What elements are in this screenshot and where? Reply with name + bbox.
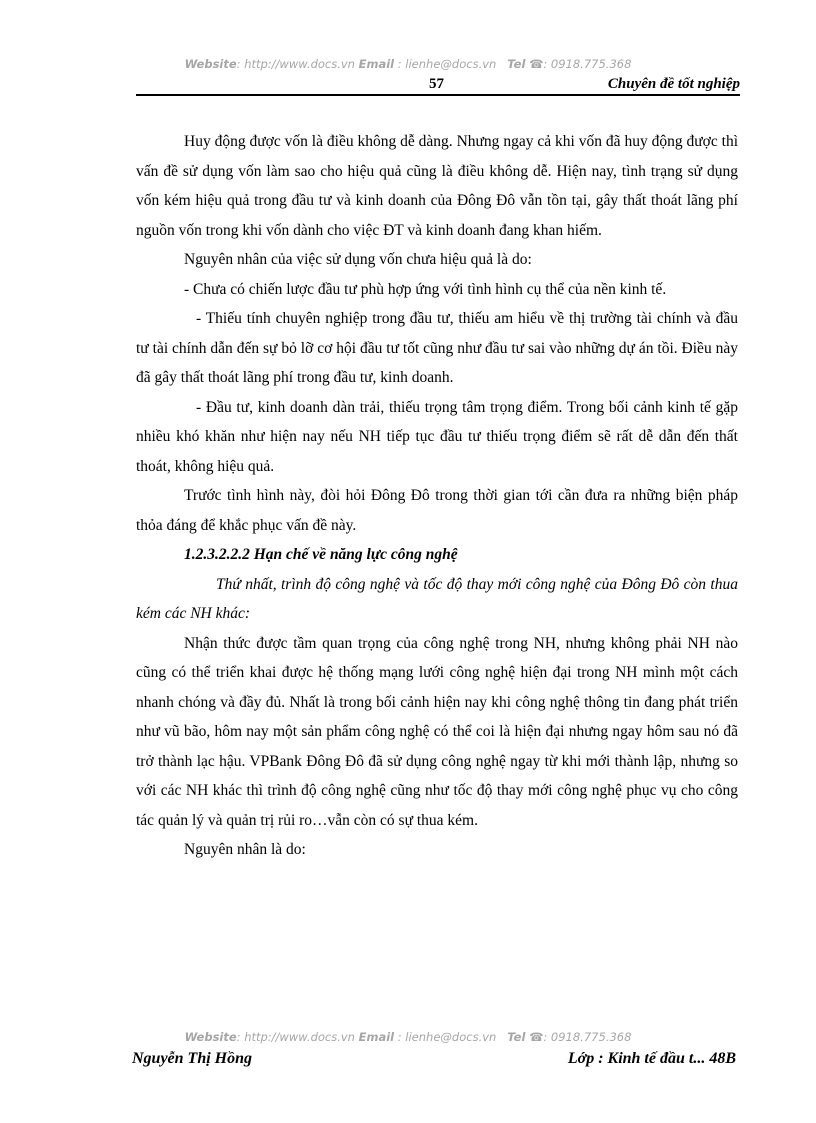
section-heading: 1.2.3.2.2.2 Hạn chế về năng lực công nghệ [184,546,458,563]
website-url[interactable]: : http://www.docs.vn [236,1030,355,1044]
paragraph-8: Nhận thức được tầm quan trọng của công nghệ trong NH, nhưng không phải NH nào cũng có thể triển khai được hệ thống mạng lưới công nghệ hiện đại trong NH mình một cách nhanh chóng và đầy đủ. Nhất là trong bối cảnh hiện nay khi công nghệ thông tin đang phát triển như vũ bão, hôm nay một sản phẩm công nghệ có thể coi là hiện đại nhưng ngay hôm sau nó đã trở thành lạc hậu. VPBank Đông Đô đã sử dụng công nghệ ngay từ khi mới thành lập, nhưng so với các NH khác thì trình độ công nghệ cũng như tốc độ thay mới công nghệ phục vụ cho công tác quản lý và quản trị rủi ro…vẫn còn có sự thua kém. [136,634,738,829]
website-label: Website [184,57,237,71]
paragraph-6: Trước tình hình này, đòi hỏi Đông Đô trong thời gian tới cần đưa ra những biện pháp thỏa đáng để khắc phục vấn đề này. [136,487,738,534]
footer-author: Nguyễn Thị Hồng [132,1050,253,1067]
tel-value: : 0918.775.368 [543,57,632,71]
tel-label: Tel [507,1030,526,1044]
paragraph-9: Nguyên nhân là do: [184,841,306,858]
page-header [136,76,740,96]
email-label: Email [358,57,395,71]
page-number: 57 [429,76,444,92]
website-label: Website [184,1030,237,1044]
website-url[interactable]: : http://www.docs.vn [236,57,355,71]
website-bar-top [0,57,816,71]
paragraph-1: Huy động được vốn là điều không dễ dàng. Nhưng ngay cả khi vốn đã huy động được thì vấn đề sử dụng vốn làm sao cho hiệu quả cũng là điều không dễ. Hiện nay, tình trạng sử dụng vốn kém hiệu quả trong đầu tư và kinh doanh của Đông Đô vẫn tồn tại, gây thất thoát lãng phí nguồn vốn trong khi vốn dành cho việc ĐT và kinh doanh đang khan hiếm. [136,133,738,239]
phone-icon: ☎ [529,57,544,71]
paragraph-4: - Thiếu tính chuyên nghiệp trong đầu tư, thiếu am hiểu về thị trường tài chính và đầu tư tài chính dẫn đến sự bỏ lỡ cơ hội đầu tư tốt cũng như đầu tư sai vào những dự án tồi. Điều này đã gây thất thoát lãng phí trong đầu tư, kinh doanh. [136,310,738,386]
website-bar-bottom [0,1030,816,1044]
phone-icon: ☎ [529,1030,544,1044]
email-label: Email [358,1030,395,1044]
header-topic: Chuyên đề tốt nghiệp [607,76,740,92]
tel-label: Tel [507,57,526,71]
document-body [136,127,738,865]
paragraph-7: Thứ nhất, trình độ công nghệ và tốc độ thay mới công nghệ của Đông Đô còn thua kém các NH khác: [136,575,738,622]
paragraph-3: - Chưa có chiến lược đầu tư phù hợp ứng với tình hình cụ thể của nền kinh tế. [184,280,667,298]
paragraph-5: - Đầu tư, kinh doanh dàn trải, thiếu trọng tâm trọng điểm. Trong bối cảnh kinh tế gặp nhiều khó khăn như hiện nay nếu NH tiếp tục đầu tư thiếu trọng điểm sẽ rất dễ dẫn đến thất thoát, không hiệu quả. [136,398,738,475]
footer-class: Lớp : Kinh tế đầu t... 48B [567,1050,736,1067]
tel-value: : 0918.775.368 [543,1030,632,1044]
paragraph-2: Nguyên nhân của việc sử dụng vốn chưa hiệu quả là do: [184,251,532,268]
email-value[interactable]: : lienhe@docs.vn [397,1030,497,1044]
email-value[interactable]: : lienhe@docs.vn [397,57,497,71]
page-footer [132,1048,736,1070]
